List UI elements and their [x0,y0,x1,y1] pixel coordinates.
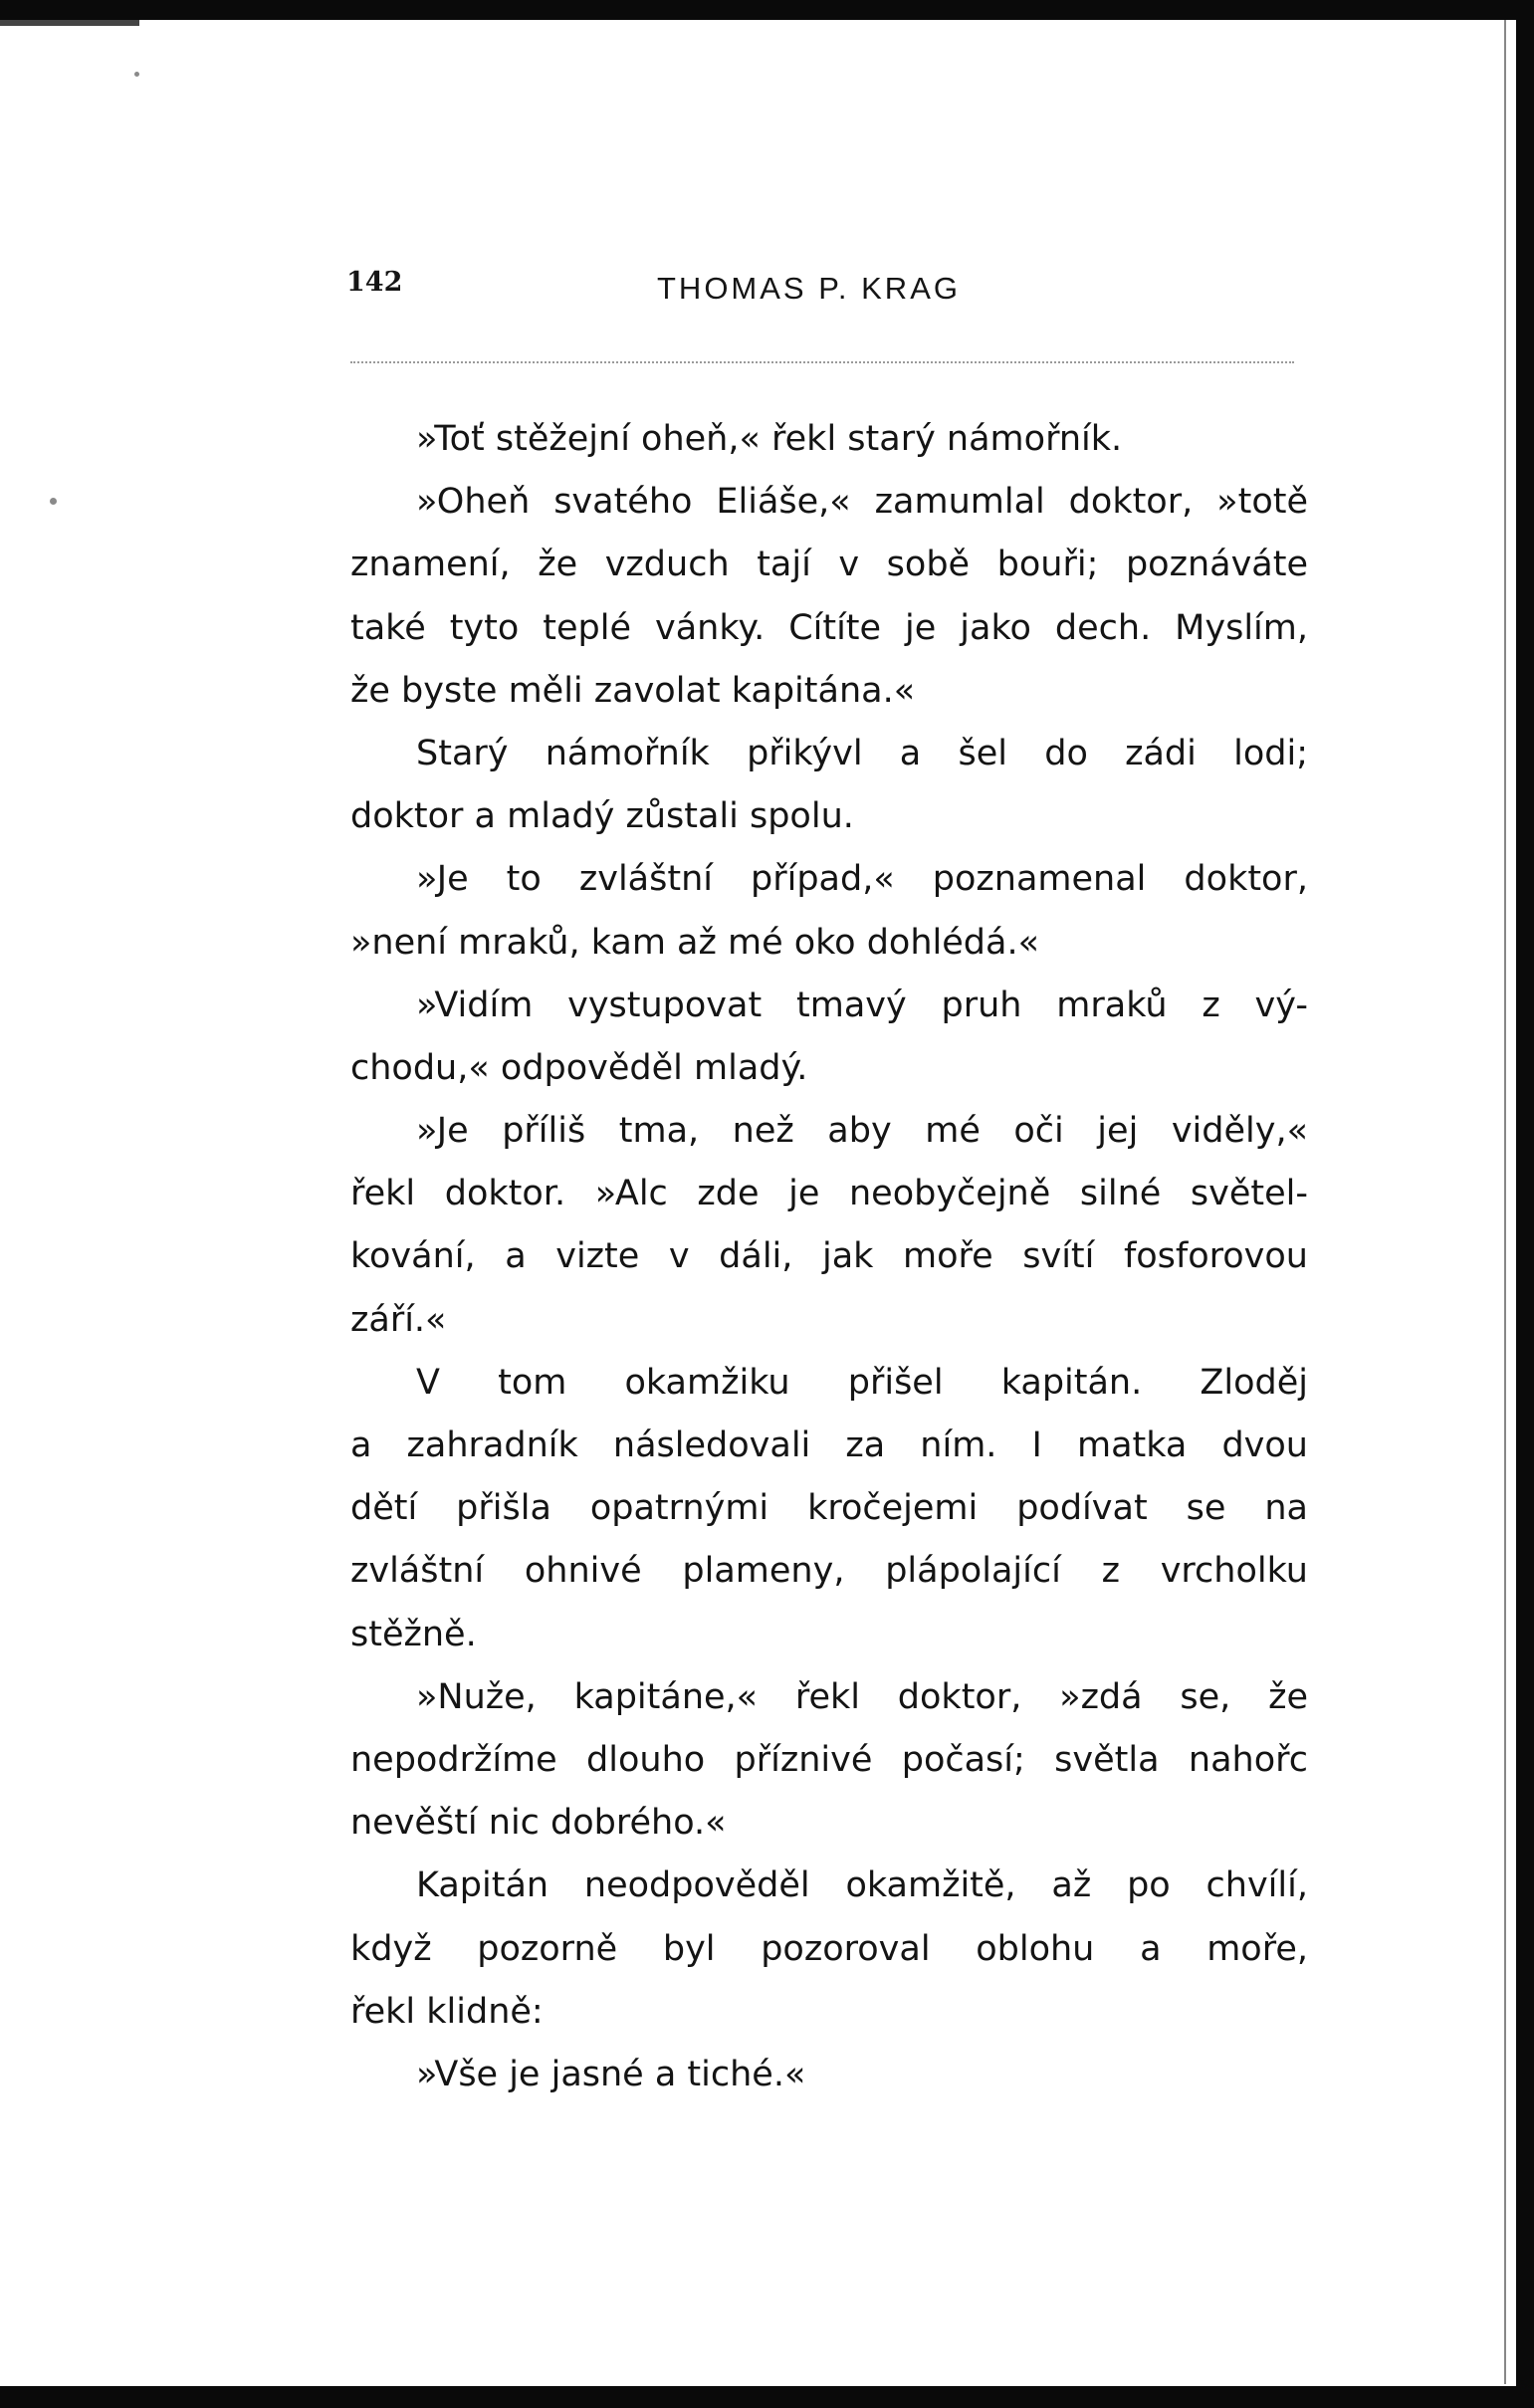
text-line: znamení, že vzduch tají v sobě bouři; poznáváte [350,545,1308,585]
scan-speck [134,72,139,77]
text-line: Kapitán neodpověděl okamžitě, až po chvílí, [416,1865,1308,1906]
text-line: »Oheň svatého Eliáše,« zamumlal doktor, »totě [416,482,1308,523]
text-line: »Vše je jasné a tiché.« [416,2054,806,2094]
text-line: »Je příliš tma, než aby mé oči jej viděly,« [416,1111,1308,1152]
page-edge-line [1504,20,1506,2384]
text-line: »Vidím vystupovat tmavý pruh mraků z vý- [416,985,1308,1025]
page-header [346,267,1302,317]
text-line: také tyto teplé vánky. Cítíte je jako dech. Myslím, [350,607,1308,648]
text-line: nepodržíme dlouho příznivé počasí; světla nahořc [350,1739,1308,1780]
text-line: kování, a vizte v dáli, jak moře svítí fosforovou [350,1236,1308,1277]
text-line: »Toť stěžejní oheň,« řekl starý námořník. [416,419,1123,459]
text-line: V tom okamžiku přišel kapitán. Zloděj [416,1362,1308,1403]
text-line: doktor a mladý zůstali spolu. [350,796,854,837]
scan-speck [50,498,57,505]
scan-border-top [0,0,1534,20]
text-line: září.« [350,1299,447,1340]
text-line: že byste měli zavolat kapitána.« [350,670,916,711]
text-line: a zahradník následovali za ním. I matka dvou [350,1425,1308,1465]
text-line: »Je to zvláštní případ,« poznamenal doktor, [416,859,1308,900]
text-line: zvláštní ohnivé plameny, plápolající z vrcholku [350,1551,1308,1592]
scan-border-bottom [0,2386,1534,2408]
scan-border-right [1516,0,1534,2408]
body-text [350,408,1308,2106]
text-line: řekl doktor. »Alc zde je neobyčejně silné světel- [350,1174,1308,1214]
text-line: Starý námořník přikývl a šel do zádi lodi; [416,733,1308,773]
running-head: THOMAS P. KRAG [657,271,961,306]
text-line: když pozorně byl pozoroval oblohu a moře, [350,1928,1308,1969]
text-line: nevěští nic dobrého.« [350,1803,727,1844]
text-line: stěžně. [350,1614,477,1654]
scan-edge-mark [0,20,139,26]
text-line: dětí přišla opatrnými kročejemi podívat se na [350,1488,1308,1529]
text-line: »Nuže, kapitáne,« řekl doktor, »zdá se, že [416,1676,1308,1717]
text-line: řekl klidně: [350,1991,544,2032]
text-line: chodu,« odpověděl mladý. [350,1047,808,1088]
text-line: »není mraků, kam až mé oko dohlédá.« [350,922,1039,963]
header-rule [350,361,1294,363]
page-number: 142 [346,267,403,298]
